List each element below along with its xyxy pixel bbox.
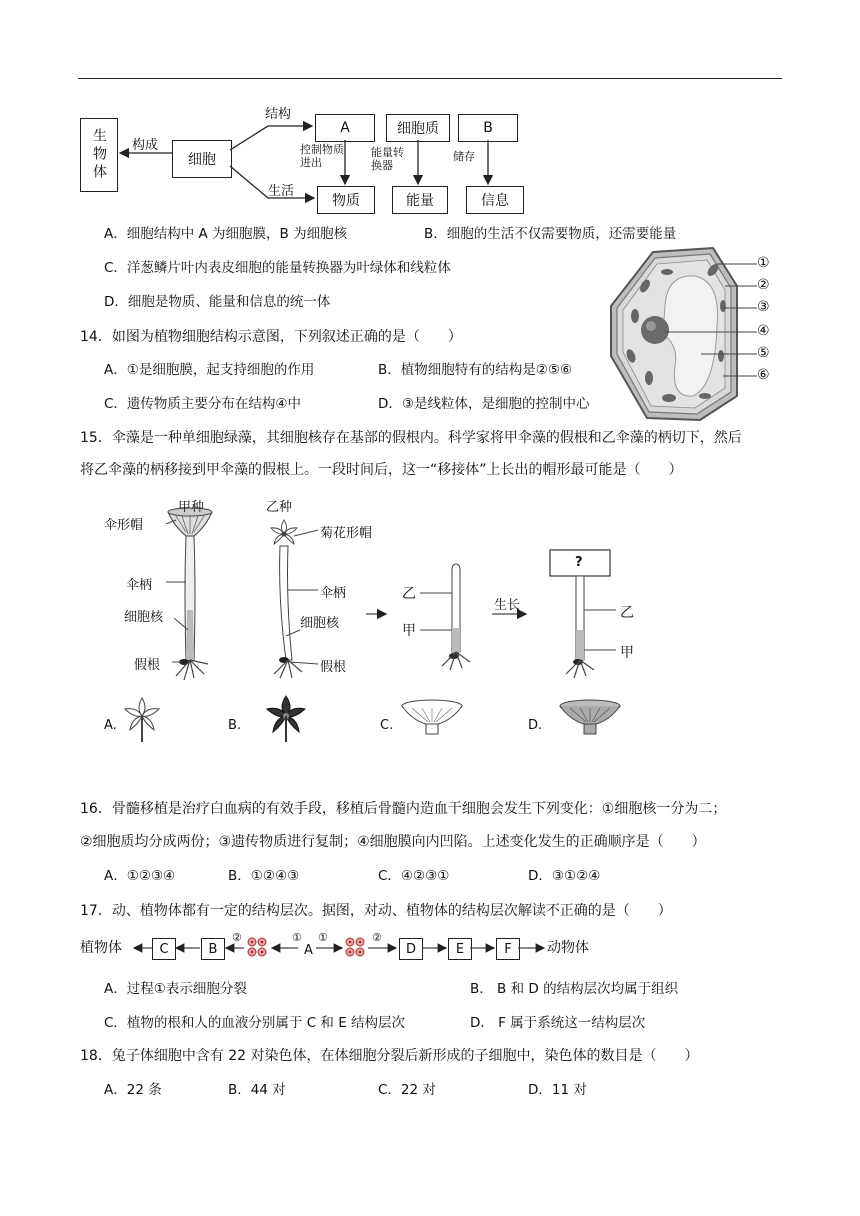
q13-arrows xyxy=(0,0,560,230)
box-a-label: A xyxy=(340,120,350,136)
structural-levels-arrows xyxy=(120,930,560,970)
result-jia-label: 甲 xyxy=(620,645,634,661)
q14-option-b[interactable]: B．植物细胞特有的结构是②⑤⑥ xyxy=(378,362,573,378)
chrysanthemum-cap-label: 菊花形帽 xyxy=(320,526,373,541)
level-b-label: B xyxy=(208,941,218,957)
animal-body-label: 动物体 xyxy=(547,940,589,956)
q16-option-c[interactable]: C．④②③① xyxy=(378,868,450,884)
cell-label-4: ④ xyxy=(757,323,770,339)
q14-option-d[interactable]: D．③是线粒体，是细胞的控制中心 xyxy=(378,396,590,412)
energy-label: 能量 xyxy=(406,193,434,209)
q13-option-d[interactable]: D．细胞是物质、能量和信息的统一体 xyxy=(104,294,331,310)
q17-option-a[interactable]: A．过程①表示细胞分裂 xyxy=(104,981,247,997)
level-d-label: D xyxy=(405,941,416,957)
stalk-label-yi: 伞柄 xyxy=(320,586,347,601)
control-label: 控制物质进出 xyxy=(300,143,344,169)
q16-stem-line1: 16．骨髓移植是治疗白血病的有效手段，移植后骨髓内造血干细胞会发生下列变化：①细胞核一分为二； xyxy=(80,801,727,817)
cell-label-6: ⑥ xyxy=(757,367,770,383)
structure-label: 结构 xyxy=(265,107,292,122)
q18-stem: 18．兔子体细胞中含有 22 对染色体，在体细胞分裂后新形成的子细胞中，染色体的数目是（ ） xyxy=(80,1048,699,1064)
cell-label-1: ① xyxy=(757,255,770,271)
box-cytoplasm-label: 细胞质 xyxy=(397,121,439,137)
q16-option-d[interactable]: D．③①②④ xyxy=(528,868,601,884)
q18-option-b[interactable]: B．44 对 xyxy=(228,1082,286,1098)
matter-label: 物质 xyxy=(332,193,360,209)
cell-label: 细胞 xyxy=(188,152,216,168)
level-c-label: C xyxy=(159,941,169,957)
organism-label: 生物体 xyxy=(91,128,107,182)
level-a-label: A xyxy=(304,943,313,958)
energy-converter-label: 能量转换器 xyxy=(371,146,404,172)
storage-label: 储存 xyxy=(453,150,475,163)
stalk-label-jia: 伞柄 xyxy=(126,578,153,593)
life-label: 生活 xyxy=(268,184,295,199)
q17-option-d[interactable]: D． F 属于系统这一结构层次 xyxy=(470,1015,646,1031)
q16-stem-line2: ②细胞质均分成两份；③遗传物质进行复制；④细胞膜向内凹陷。上述变化发生的正确顺序是（ ） xyxy=(80,834,706,850)
q18-option-c[interactable]: C．22 对 xyxy=(378,1082,436,1098)
q14-option-c[interactable]: C．遗传物质主要分布在结构④中 xyxy=(104,396,302,412)
q17-stem: 17．动、植物体都有一定的结构层次。据图，对动、植物体的结构层次解读不正确的是（ ） xyxy=(80,903,672,919)
grow-label: 生长 xyxy=(494,598,521,613)
result-yi-label: 乙 xyxy=(620,605,634,621)
q18-option-d[interactable]: D．11 对 xyxy=(528,1082,587,1098)
nucleus-label-yi: 细胞核 xyxy=(300,616,340,631)
q17-option-c[interactable]: C．植物的根和人的血液分别属于 C 和 E 结构层次 xyxy=(104,1015,406,1031)
q15-option-c[interactable]: C. xyxy=(380,718,394,733)
q17-option-b[interactable]: B． B 和 D 的结构层次均属于组织 xyxy=(470,981,679,997)
box-b-label: B xyxy=(483,120,493,136)
constitute-label: 构成 xyxy=(132,138,159,153)
nucleus-label-jia: 细胞核 xyxy=(124,610,164,625)
plant-body-label: 植物体 xyxy=(80,940,122,956)
process-1-right: ① xyxy=(318,931,328,944)
q18-option-a[interactable]: A．22 条 xyxy=(104,1082,162,1098)
rhizoid-label-jia: 假根 xyxy=(134,658,161,673)
process-2-left: ② xyxy=(232,931,242,944)
cell-label-2: ② xyxy=(757,277,770,293)
cell-label-5: ⑤ xyxy=(757,345,770,361)
umbrella-cap-label: 伞形帽 xyxy=(104,518,144,533)
level-f-label: F xyxy=(504,941,512,957)
q15-option-b[interactable]: B. xyxy=(228,718,242,733)
process-2-right: ② xyxy=(372,931,382,944)
acetabularia-diagram xyxy=(80,490,680,750)
graft-jia-label: 甲 xyxy=(402,623,416,639)
jia-species-title: 甲种 xyxy=(178,500,205,515)
info-label: 信息 xyxy=(481,193,509,209)
yi-species-title: 乙种 xyxy=(266,500,293,515)
cell-label-3: ③ xyxy=(757,299,770,315)
q14-option-a[interactable]: A．①是细胞膜，起支持细胞的作用 xyxy=(104,362,315,378)
q14-stem: 14．如图为植物细胞结构示意图，下列叙述正确的是（ ） xyxy=(80,329,462,345)
graft-yi-label: 乙 xyxy=(402,586,416,602)
rhizoid-label-yi: 假根 xyxy=(320,660,347,675)
q15-stem-line2: 将乙伞藻的柄移接到甲伞藻的假根上。一段时间后，这一“移接体”上长出的帽形最可能是（ ） xyxy=(80,462,683,478)
plant-cell-diagram xyxy=(605,246,780,426)
q13-option-c[interactable]: C．洋葱鳞片叶内表皮细胞的能量转换器为叶绿体和线粒体 xyxy=(104,260,451,276)
q16-option-a[interactable]: A．①②③④ xyxy=(104,868,176,884)
q15-stem-line1: 15．伞藻是一种单细胞绿藻，其细胞核存在基部的假根内。科学家将甲伞藻的假根和乙伞藻的柄切下，然后 xyxy=(80,430,742,446)
result-question-mark: ? xyxy=(575,555,583,570)
q13-option-a[interactable]: A．细胞结构中 A 为细胞膜，B 为细胞核 xyxy=(104,226,348,242)
q16-option-b[interactable]: B．①②④③ xyxy=(228,868,300,884)
q15-option-a[interactable]: A. xyxy=(104,718,117,733)
level-e-label: E xyxy=(455,941,465,957)
q13-option-b[interactable]: B．细胞的生活不仅需要物质，还需要能量 xyxy=(424,226,677,242)
process-1-left: ① xyxy=(292,931,302,944)
q15-option-d[interactable]: D. xyxy=(528,718,543,733)
